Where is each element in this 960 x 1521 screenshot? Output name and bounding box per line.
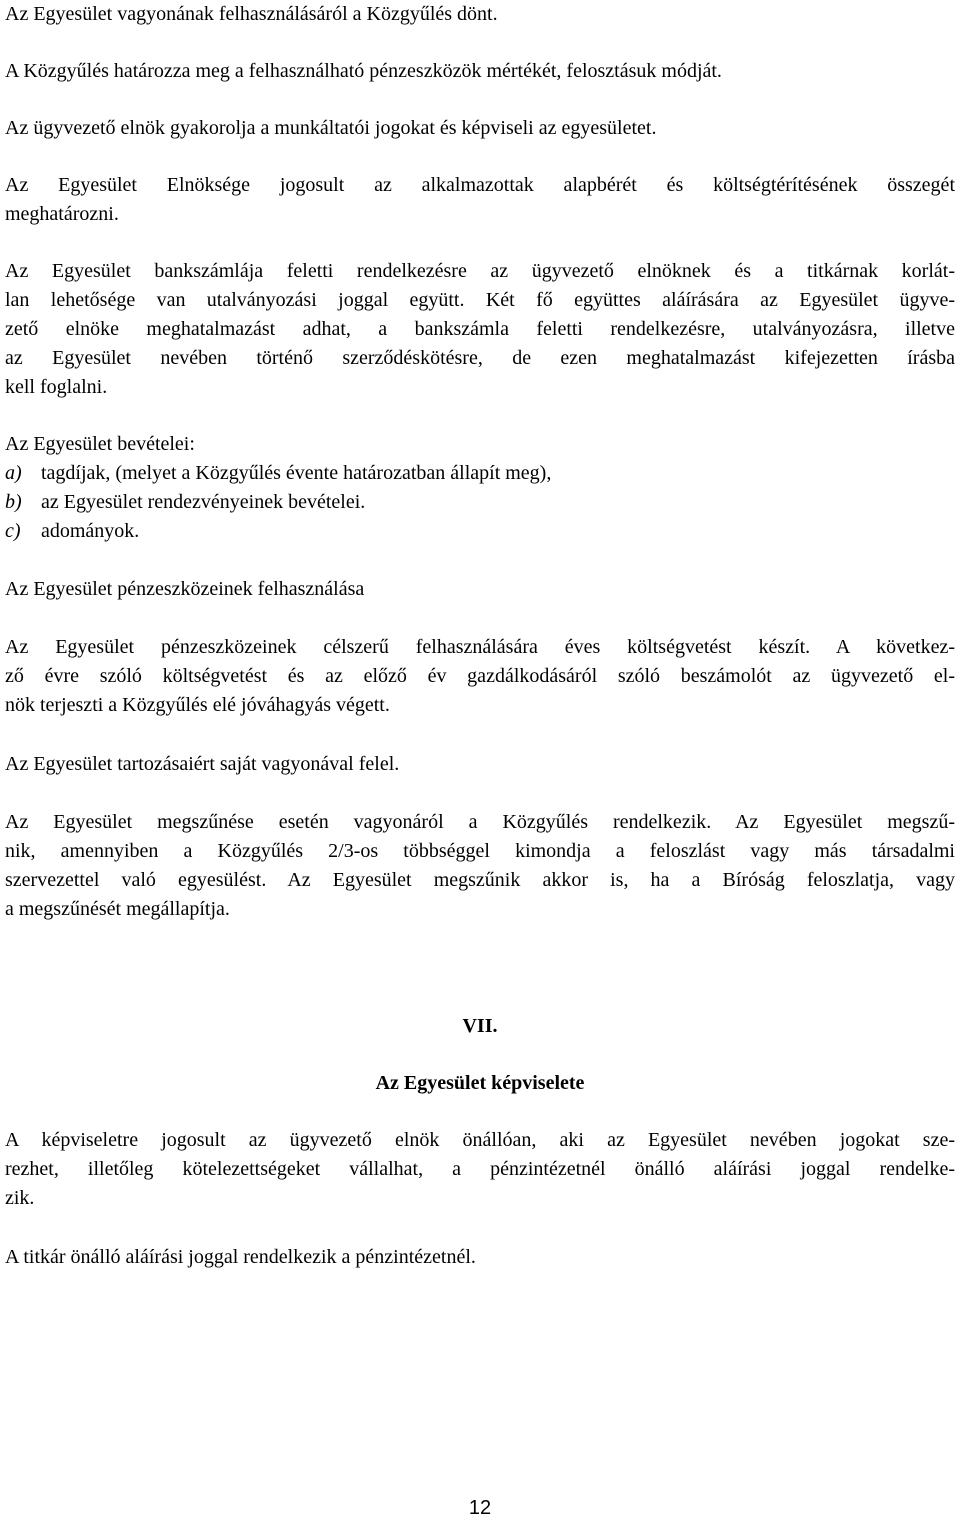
text-line: meghatározni.	[5, 203, 119, 225]
income-list-item-b	[5, 488, 955, 517]
text-line: szervezettel való egyesülést. Az Egyesület megszűnik akkor is, ha a Bíróság feloszlatja, vagy	[5, 869, 955, 891]
text-line: Az Egyesület bevételei:	[5, 433, 195, 455]
text-line: Az Egyesület tartozásaiért saját vagyonával felel.	[5, 753, 400, 775]
text-line: lan lehetősége van utalványozási joggal együtt. Két fő együttes aláírására az Egyesület ügyve-	[5, 289, 955, 311]
paragraph-income-heading	[5, 430, 955, 459]
section-number: VII.	[462, 1015, 498, 1037]
text-line: Az Egyesület Elnöksége jogosult az alkalmazottak alapbérét és költségtérítésének összegét	[5, 174, 955, 196]
text-line: A képviseletre jogosult az ügyvezető elnök önállóan, aki az Egyesület nevében jogokat sze-	[5, 1129, 955, 1151]
text-line: nik, amennyiben a Közgyűlés 2/3-os többséggel kimondja a feloszlást vagy más társadalmi	[5, 840, 955, 862]
paragraph-funds-usage-heading	[5, 575, 955, 604]
paragraph-representation	[5, 1126, 955, 1213]
list-marker: a)	[5, 462, 22, 484]
text-line: a megszűnését megállapítja.	[5, 898, 230, 920]
paragraph-board-salary	[5, 171, 955, 229]
text-line: Az Egyesület vagyonának felhasználásáról a Közgyűlés dönt.	[5, 3, 498, 25]
text-line: zető elnöke meghatalmazást adhat, a bankszámla feletti rendelkezésre, utalványozásra, illetve	[5, 318, 955, 340]
text-line: zik.	[5, 1187, 35, 1209]
list-item-text: az Egyesület rendezvényeinek bevételei.	[41, 491, 366, 513]
income-list-item-c	[5, 517, 955, 546]
text-line: A Közgyűlés határozza meg a felhasználható pénzeszközök mértékét, felosztásuk módját.	[5, 60, 722, 82]
income-list-item-a	[5, 459, 955, 488]
paragraph-funds-allocation	[5, 57, 955, 86]
list-marker: b)	[5, 491, 22, 513]
paragraph-employer-rights	[5, 114, 955, 143]
section-title: Az Egyesület képviselete	[375, 1072, 585, 1094]
text-line: ző évre szóló költségvetést és az előző év gazdálkodásáról szóló beszámolót az ügyvezető el-	[5, 665, 955, 687]
paragraph-dissolution	[5, 808, 955, 924]
text-line: nök terjeszti a Közgyűlés elé jóváhagyás végett.	[5, 694, 390, 716]
list-item-text: tagdíjak, (melyet a Közgyűlés évente határozatban állapít meg),	[41, 462, 552, 484]
list-item-text: adományok.	[41, 520, 140, 542]
text-line: kell foglalni.	[5, 376, 108, 398]
text-line: Az Egyesület bankszámlája feletti rendelkezésre az ügyvezető elnöknek és a titkárnak korlát-	[5, 260, 955, 282]
text-line: az Egyesület nevében történő szerződéskötésre, de ezen meghatalmazást kifejezetten írásba	[5, 347, 955, 369]
page-number: 12	[468, 1497, 492, 1519]
paragraph-liabilities	[5, 750, 955, 779]
text-line: Az Egyesület pénzeszközeinek célszerű felhasználására éves költségvetést készít. A következ-	[5, 636, 955, 658]
text-line: rezhet, illetőleg kötelezettségeket vállalhat, a pénzintézetnél önálló aláírási joggal rendelke-	[5, 1158, 955, 1180]
text-line: A titkár önálló aláírási joggal rendelkezik a pénzintézetnél.	[5, 1246, 476, 1268]
list-marker: c)	[5, 520, 21, 542]
paragraph-budget	[5, 633, 955, 720]
paragraph-assets-decision	[5, 0, 955, 29]
text-line: Az Egyesület megszűnése esetén vagyonáról a Közgyűlés rendelkezik. Az Egyesület megszű-	[5, 811, 955, 833]
text-line: Az ügyvezető elnök gyakorolja a munkáltatói jogokat és képviseli az egyesületet.	[5, 117, 657, 139]
paragraph-secretary-signature	[5, 1243, 955, 1272]
paragraph-bank-account	[5, 257, 955, 402]
text-line: Az Egyesület pénzeszközeinek felhasználása	[5, 578, 365, 600]
